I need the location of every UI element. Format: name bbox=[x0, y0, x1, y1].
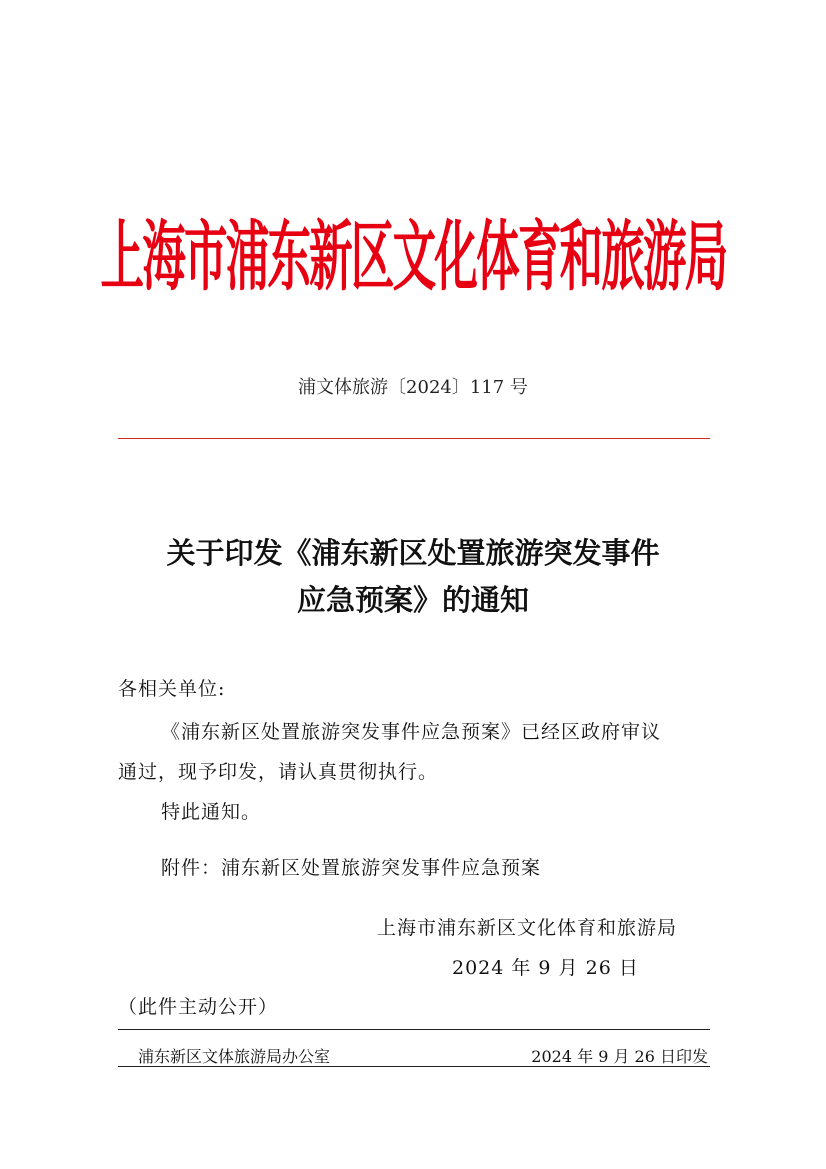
issuing-authority-header bbox=[100, 197, 726, 307]
document-title-line-1: 关于印发《浦东新区处置旅游突发事件 bbox=[166, 536, 660, 570]
issuing-authority-name: 上海市浦东新区文化体育和旅游局 bbox=[100, 211, 727, 302]
salutation: 各相关单位: bbox=[118, 678, 226, 700]
disclosure-note: （此件主动公开） bbox=[118, 996, 279, 1018]
document-number: 浦文体旅游〔2024〕117 号 bbox=[298, 377, 528, 398]
footer-rule-bottom bbox=[118, 1066, 710, 1067]
body-paragraph-line-1: 《浦东新区处置旅游突发事件应急预案》已经区政府审议 bbox=[161, 721, 662, 743]
header-divider bbox=[118, 438, 710, 439]
footer-issue-date: 2024 年 9 月 26 日印发 bbox=[531, 1047, 708, 1066]
document-title-line-2: 应急预案》的通知 bbox=[296, 583, 529, 617]
body-paragraph-line-2: 通过，现予印发，请认真贯彻执行。 bbox=[118, 761, 439, 783]
signature-date: 2024 年 9 月 26 日 bbox=[452, 957, 639, 979]
signature-organization: 上海市浦东新区文化体育和旅游局 bbox=[377, 917, 678, 939]
attachment-note: 附件：浦东新区处置旅游突发事件应急预案 bbox=[161, 857, 542, 879]
footer-issuing-office: 浦东新区文体旅游局办公室 bbox=[138, 1047, 331, 1066]
closing-remark: 特此通知。 bbox=[161, 801, 262, 823]
footer-rule-top bbox=[118, 1029, 710, 1030]
